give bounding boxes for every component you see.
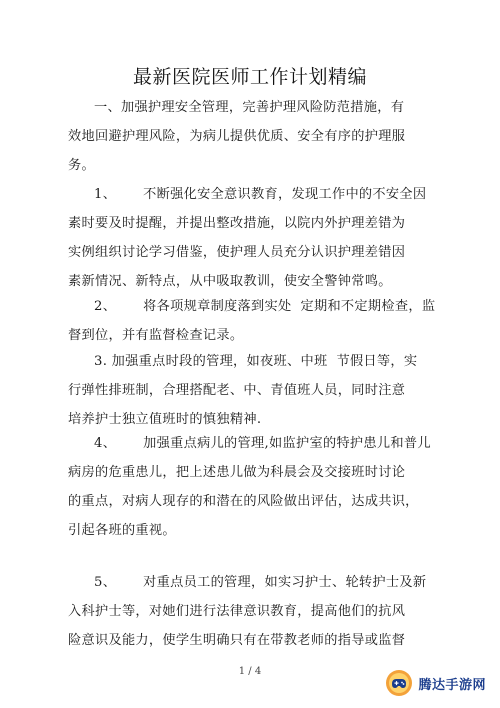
paragraph-line: 1、 不断强化安全意识教育，发现工作中的不安全因 bbox=[94, 187, 427, 202]
paragraph-line: 实例组织讨论学习借鉴，使护理人员充分认识护理差错因 bbox=[68, 245, 406, 260]
game-controller-logo-icon bbox=[384, 668, 414, 698]
paragraph-line: 5、 对重点员工的管理，如实习护士、轮转护士及新 bbox=[94, 575, 427, 590]
paragraph-line: 效地回避护理风险，为病儿提供优质、安全有序的护理服 bbox=[68, 129, 406, 144]
paragraph-1 bbox=[68, 93, 434, 180]
page-number: 1 / 4 bbox=[238, 666, 262, 677]
paragraph-4 bbox=[68, 347, 434, 434]
site-watermark bbox=[384, 668, 486, 698]
paragraph-line: 病房的危重患儿，把上述患儿做为科晨会及交接班时讨论 bbox=[68, 465, 406, 480]
paragraph-5 bbox=[68, 429, 434, 545]
paragraph-line: 3. 加强重点时段的管理，如夜班、中班 节假日等，实 bbox=[94, 354, 418, 369]
paragraph-line: 险意识及能力，使学生明确只有在带教老师的指导或监督 bbox=[68, 633, 406, 648]
paragraph-line: 务。 bbox=[68, 158, 95, 173]
document-title: 最新医院医师工作计划精编 bbox=[132, 66, 367, 88]
paragraph-6 bbox=[68, 568, 434, 655]
paragraph-line: 素新情况、新特点，从中吸取教训，使安全警钟常鸣。 bbox=[68, 274, 392, 289]
paragraph-line: 一、加强护理安全管理，完善护理风险防范措施，有 bbox=[94, 100, 405, 115]
paragraph-line: 2、 将各项规章制度落到实处 定期和不定期检查，监 bbox=[94, 299, 436, 314]
paragraph-2 bbox=[68, 180, 434, 296]
paragraph-3 bbox=[68, 292, 434, 350]
paragraph-line: 素时要及时提醒，并提出整改措施，以院内外护理差错为 bbox=[68, 216, 406, 231]
paragraph-line: 培养护士独立值班时的慎独精神. bbox=[68, 412, 262, 427]
paragraph-line: 4、 加强重点病儿的管理,如监护室的特护患儿和普儿 bbox=[94, 436, 431, 451]
paragraph-line: 行弹性排班制，合理搭配老、中、青值班人员，同时注意 bbox=[68, 383, 406, 398]
paragraph-line: 入科护士等，对她们进行法律意识教育，提高他们的抗风 bbox=[68, 604, 406, 619]
paragraph-line: 的重点，对病人现存的和潜在的风险做出评估，达成共识， bbox=[68, 494, 419, 509]
paragraph-line: 引起各班的重视。 bbox=[68, 523, 176, 538]
paragraph-line: 督到位，并有监督检查记录。 bbox=[68, 328, 244, 343]
watermark-text: 腾达手游网 bbox=[418, 677, 486, 693]
